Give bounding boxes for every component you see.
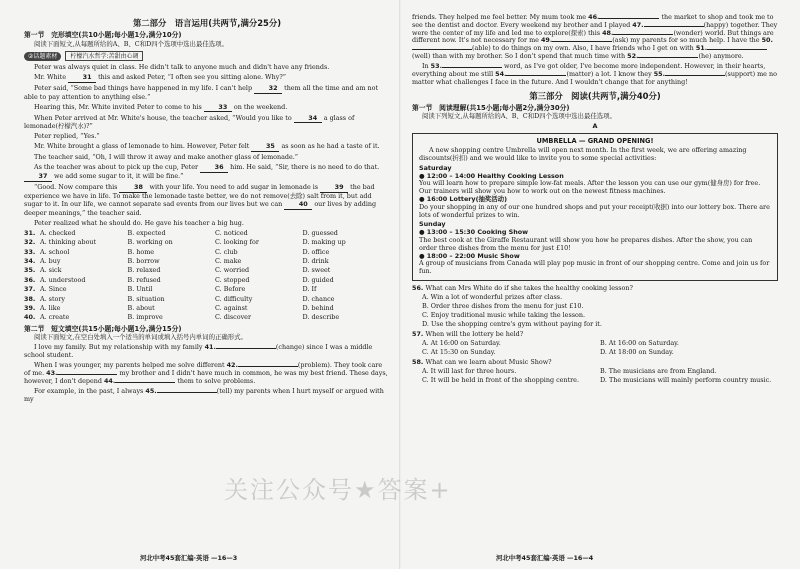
- option-b[interactable]: B. improve: [127, 313, 163, 322]
- option-a[interactable]: A. thinking about: [40, 238, 97, 247]
- answer-blank[interactable]: 34: [294, 115, 322, 124]
- option-b[interactable]: B. Until: [127, 285, 153, 294]
- part2-title: 第二部分 语言运用(共两节,满分25分): [132, 18, 282, 28]
- answer-option[interactable]: B. The musicians are from England.: [600, 366, 717, 375]
- answer-blank[interactable]: [707, 49, 767, 50]
- answer-blank[interactable]: [412, 49, 472, 50]
- answer-option[interactable]: A. Win a lot of wonderful prizes after class.: [422, 292, 563, 301]
- answer-option[interactable]: A. It will last for three hours.: [422, 366, 517, 375]
- passage-paragraph: Peter realized what he should do. He gave his teacher a big hug.: [34, 218, 244, 227]
- option-d[interactable]: D. behind: [302, 303, 334, 312]
- passage-paragraph: “Good. Now compare this 38 with your life. You need to add sugar in lemonade is 39 the bad experience we have in life. To make the lemonade taste better, we do not remove(去除) salt from it, but add sugar to it. In our life, we cannot separate sad events from our lives but we can 40 our lives by adding deeper meanings,” the teacher said.: [24, 183, 377, 217]
- advert-schedule: [419, 165, 771, 276]
- option-c[interactable]: C. noticed: [215, 228, 248, 237]
- answer-option[interactable]: C. It will be held in front of the shopping centre.: [422, 376, 579, 385]
- passage-paragraph: In 53. word, as I've got older, I've become more independent. However, in their hearts, everything about me still 54. (matter) a lot. I know they 55. (support) me no matter what challenges I face in the future. And I wouldn't change that for anything!: [412, 62, 777, 86]
- answer-option[interactable]: D. Use the shopping centre's gym without paying for it.: [422, 320, 602, 329]
- option-d[interactable]: D. describe: [302, 313, 340, 322]
- option-a[interactable]: A. Since: [40, 285, 67, 294]
- passage-paragraph: As the teacher was about to pick up the cup, Peter 36 him. He said, “Sir, there is no need to do that. 37 we add some sugar to it, it will be fine.”: [24, 164, 390, 182]
- option-d[interactable]: D. making up: [302, 238, 346, 247]
- option-b[interactable]: B. relaxed: [127, 266, 161, 275]
- blank-number: 54.: [495, 69, 507, 78]
- answer-blank[interactable]: [613, 34, 673, 35]
- blank-number: 51.: [695, 44, 708, 53]
- option-b[interactable]: B. home: [127, 247, 155, 256]
- fill-instructions: 阅读下面短文,在空白处填入一个适当的单词或填入括号内单词的正确形式。: [34, 333, 247, 342]
- answer-blank[interactable]: 38: [119, 184, 147, 193]
- passage-paragraph: The teacher said, “Oh, I will throw it away and make another glass of lemonade.”: [34, 153, 299, 162]
- answer-blank[interactable]: [599, 18, 659, 19]
- question-number: 32.: [24, 238, 36, 247]
- schedule-day: Sunday: [419, 220, 446, 229]
- passage-paragraph: I love my family. But my relationship with my family 41. (change) since I was a middle school student.: [24, 343, 373, 360]
- advert-box: [412, 133, 778, 281]
- option-d[interactable]: D. office: [302, 247, 330, 256]
- option-d[interactable]: D. chance: [302, 294, 335, 303]
- fill-passage: [24, 344, 390, 403]
- answer-option[interactable]: A. At 16:00 on Saturday.: [422, 339, 501, 348]
- blank-number: 49.: [540, 36, 553, 45]
- answer-blank[interactable]: [638, 57, 698, 58]
- blank-number: 46.: [588, 13, 600, 21]
- blank-number: 53.: [430, 62, 442, 71]
- answer-blank[interactable]: 39: [320, 184, 348, 193]
- blank-number: 41.: [204, 343, 216, 352]
- question-stem: 57. When will the lottery be held?: [412, 330, 524, 339]
- option-b[interactable]: B. expected: [127, 228, 166, 237]
- answer-blank[interactable]: [216, 348, 276, 349]
- question-stem: 56. What can Mrs White do if she takes the healthy cooking lesson?: [412, 284, 633, 293]
- right-page: [400, 0, 800, 569]
- passage-paragraph: friends. They helped me feel better. My mum took me 46. the market to shop and took me to see the dentist and doctor. Every weekend my brother and I played 47. (happy) together. They were the center of my life and led me to explore(探索) this 48. (wonder) world. But things are different now. It's not necessary for me 49. (ask) my parents for so much help. I have the 50.(able) to do things on my own. Also, I have friends who I get on with 51.(well) than with my brother. So I don't spend that much time with 52. (he) anymore.: [412, 13, 778, 61]
- event-heading: ● 16:00 Lottery(抽奖活动): [419, 194, 507, 203]
- reading-instructions: 阅读下列短文,从每题所给的A、B、C和D四个选项中选出最佳选项。: [422, 112, 616, 121]
- question-number: 40.: [24, 313, 36, 322]
- question-number: 36.: [24, 275, 36, 284]
- option-c[interactable]: C. stopped: [215, 275, 250, 284]
- option-a[interactable]: A. story: [40, 294, 66, 303]
- blank-number: 44.: [103, 376, 116, 385]
- option-d[interactable]: D. drink: [302, 256, 329, 265]
- answer-blank[interactable]: 31: [68, 74, 96, 83]
- passage-paragraph: Peter said, “Some bad things have happened in my life. I can't help 32 them all the time and am not able to pay attention to anything else.”: [24, 83, 379, 101]
- cloze-options: [24, 230, 390, 322]
- question-number: 37.: [24, 285, 36, 294]
- answer-blank[interactable]: [115, 382, 175, 383]
- answer-blank[interactable]: 32: [254, 85, 282, 94]
- page-footer-right: 河北中考45套汇编·英语 —16—4: [496, 554, 594, 563]
- answer-blank[interactable]: 33: [204, 104, 232, 113]
- question-stem: 58. What can we learn about Music Show?: [412, 358, 552, 367]
- option-d[interactable]: D. sweet: [302, 266, 331, 275]
- answer-options: [412, 368, 778, 385]
- option-a[interactable]: A. sick: [40, 266, 62, 275]
- answer-blank[interactable]: [644, 26, 704, 27]
- question-number: 33.: [24, 247, 36, 256]
- blank-number: 48.: [602, 28, 614, 37]
- answer-blank[interactable]: [442, 67, 502, 68]
- topic-tag: ②话题素材: [24, 52, 61, 61]
- option-b[interactable]: B. refused: [127, 275, 161, 284]
- answer-option[interactable]: B. At 16:00 on Saturday.: [600, 339, 679, 348]
- option-b[interactable]: B. about: [127, 303, 155, 312]
- topic-subtitle: 柠檬汽水哲学:苦甜由心调: [65, 51, 143, 61]
- answer-blank[interactable]: 40: [284, 201, 312, 210]
- blank-number: 43.: [46, 369, 58, 378]
- answer-options: [412, 340, 778, 357]
- option-c[interactable]: C. discover: [215, 313, 252, 322]
- answer-blank[interactable]: 35: [251, 143, 279, 152]
- option-b[interactable]: B. borrow: [127, 256, 160, 265]
- cloze-passage: [24, 64, 390, 228]
- blank-number: 55.: [653, 69, 666, 78]
- question-number: 31.: [24, 228, 36, 237]
- event-description: Do your shopping in any of our one hundred shops and put your receipt(收据) into our lottery box. There are lots of wonderful prizes to win.: [419, 202, 770, 219]
- passage-label: A: [592, 122, 598, 131]
- option-d[interactable]: D. If: [302, 285, 317, 294]
- blank-number: 45.: [145, 386, 157, 395]
- option-c[interactable]: C. club: [215, 247, 238, 256]
- passage-paragraph: When Peter arrived at Mr. White's house, the teacher asked, “Would you like to 34 a glass of lemonade(柠檬汽水)?”: [24, 113, 355, 131]
- questions: [412, 285, 778, 385]
- blank-number: 47.: [632, 20, 644, 29]
- option-a[interactable]: A. like: [40, 303, 61, 312]
- part3-title: 第三部分 阅读(共两节,满分40分): [529, 90, 661, 101]
- blank-number: 52.: [627, 52, 639, 61]
- option-a[interactable]: A. create: [40, 313, 70, 322]
- answer-blank[interactable]: 37: [24, 173, 52, 182]
- answer-option[interactable]: B. Order three dishes from the menu for just £10.: [422, 302, 584, 311]
- cloze-instructions: 阅读下面短文,从每题所给的A、B、C和D四个选项中选出最佳选项。: [34, 39, 228, 48]
- advert-title: UMBRELLA — GRAND OPENING!: [536, 136, 654, 145]
- option-c[interactable]: C. against: [215, 303, 248, 312]
- question-number: 38.: [24, 294, 36, 303]
- event-description: A group of musicians from Canada will play pop music in front of our shopping centre. Come and join us for fun.: [419, 259, 770, 276]
- cloze-section-title: 第一节 完形填空(共10小题;每小题1分,满分10分): [24, 31, 182, 40]
- fill-section-title: 第二节 短文填空(共15小题;每小题1分,满分15分): [24, 325, 182, 334]
- question-number: 39.: [24, 303, 36, 312]
- option-c[interactable]: C. make: [215, 256, 242, 265]
- passage-paragraph: Hearing this, Mr. White invited Peter to come to his 33 on the weekend.: [34, 102, 288, 111]
- fill-passage-continued: [412, 14, 778, 87]
- option-a[interactable]: A. buy: [40, 256, 61, 265]
- passage-paragraph: Mr. White 31 this and asked Peter, “I often see you sitting alone. Why?”: [34, 72, 287, 81]
- advert-intro: A new shopping centre Umbrella will open next month. In the first week, we are offering amazing discounts(折扣) and we would like to invite you to some special activities:: [419, 145, 747, 162]
- question-number: 35.: [24, 266, 36, 275]
- page-footer-left: 河北中考45套汇编·英语 —16—3: [140, 554, 238, 563]
- option-a[interactable]: A. understood: [40, 275, 86, 284]
- blank-number: 42.: [226, 361, 238, 370]
- answer-option[interactable]: C. At 15:30 on Sunday.: [422, 348, 496, 357]
- option-c[interactable]: C. looking for: [215, 238, 259, 247]
- passage-paragraph: Mr. White brought a glass of lemonade to him. However, Peter felt 35 as soon as he had a taste of it.: [34, 142, 380, 151]
- option-c[interactable]: C. difficulty: [215, 294, 253, 303]
- passage-paragraph: Peter replied, “Yes.”: [34, 132, 100, 141]
- answer-blank[interactable]: [552, 41, 612, 42]
- option-c[interactable]: C. worried: [215, 266, 250, 275]
- option-d[interactable]: D. guided: [302, 275, 334, 284]
- event-heading: ● 12:00 – 14:00 Healthy Cooking Lesson: [419, 171, 564, 180]
- passage-paragraph: Peter was always quiet in class. He didn't talk to anyone much and didn't have any friends.: [34, 62, 330, 71]
- option-a[interactable]: A. checked: [40, 228, 76, 237]
- event-description: The best cook at the Giraffe Restaurant will show you how he prepares dishes. After the show, you can order three dishes from the menu for just £10!: [419, 236, 753, 252]
- question-number: 34.: [24, 256, 36, 265]
- answer-blank[interactable]: [665, 75, 725, 76]
- schedule-day: Saturday: [419, 163, 452, 172]
- option-b[interactable]: B. working on: [127, 238, 173, 247]
- answer-blank[interactable]: 36: [200, 164, 228, 173]
- answer-blank[interactable]: [57, 374, 117, 375]
- watermark: 关注公众号★答案+: [224, 476, 452, 504]
- option-b[interactable]: B. situation: [127, 294, 165, 303]
- answer-blank[interactable]: [506, 75, 566, 76]
- event-description: You will learn how to prepare simple low-fat meals. After the lesson you can use our gym(健身房) for free. Our trainers will show you how to work out on the newest fitness machines.: [419, 179, 761, 196]
- option-d[interactable]: D. guessed: [302, 228, 338, 237]
- topic-tag-row: [24, 51, 390, 64]
- answer-blank[interactable]: [238, 366, 298, 367]
- passage-paragraph: When I was younger, my parents helped me solve different 42. (problem). They took care of me. 43. my brother and I didn't have much in common, he was my best friend. These days, however, I don't depend 44. them to solve problems.: [24, 361, 388, 385]
- option-c[interactable]: C. Before: [215, 285, 246, 294]
- event-heading: ● 13:00 – 15:30 Cooking Show: [419, 228, 529, 237]
- event-heading: ● 18:00 – 22:00 Music Show: [419, 251, 520, 260]
- option-a[interactable]: A. school: [40, 247, 70, 256]
- answer-blank[interactable]: [157, 392, 217, 393]
- answer-option[interactable]: D. At 18:00 on Sunday.: [600, 348, 674, 357]
- reading-section-title: 第一节 阅读理解(共15小题;每小题2分,满分30分): [412, 103, 570, 112]
- answer-option[interactable]: C. Enjoy traditional music while taking the lesson.: [422, 311, 586, 320]
- blank-number: 50.: [761, 36, 773, 45]
- passage-paragraph: For example, in the past, I always 45. (tell) my parents when I hurt myself or argued with my: [24, 386, 384, 403]
- answer-option[interactable]: D. The musicians will mainly perform country music.: [600, 376, 772, 385]
